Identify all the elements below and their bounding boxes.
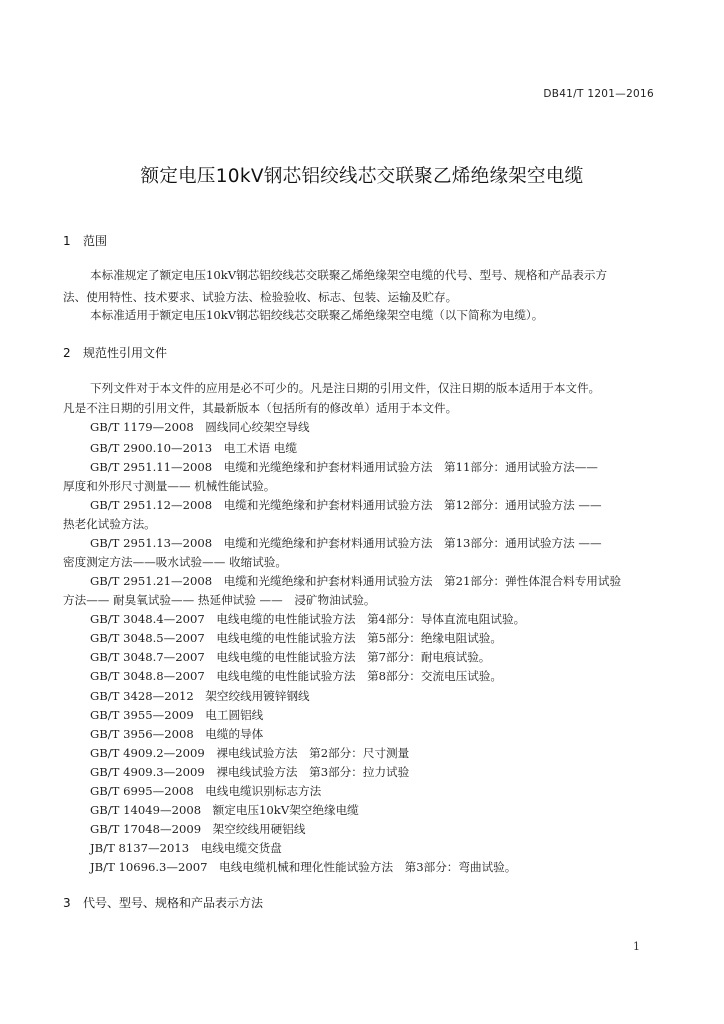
reference-line-continuation: 厚度和外形尺寸测量—— 机械性能试验。 [63,479,276,493]
reference-line: GB/T 2900.10—2013 电工术语 电缆 [90,441,297,455]
reference-line: GB/T 3955—2009 电工圆铝线 [90,708,264,722]
reference-line: GB/T 2951.21—2008 电缆和光缆绝缘和护套材料通用试验方法 第21部分：弹性体混合料专用试验 [90,574,622,588]
reference-line-continuation: 密度测定方法——吸水试验—— 收缩试验。 [63,555,287,569]
reference-line: GB/T 3956—2008 电缆的导体 [90,727,264,741]
reference-line-continuation: 方法—— 耐臭氧试验—— 热延伸试验 —— 浸矿物油试验。 [63,593,376,607]
section-1-heading [63,232,107,249]
reference-line: GB/T 1179—2008 圆线同心绞架空导线 [90,420,310,434]
references-intro-line-2: 凡是不注日期的引用文件，其最新版本（包括所有的修改单）适用于本文件。 [63,401,458,415]
references-intro-line-1: 下列文件对于本文件的应用是必不可少的。凡是注日期的引用文件，仅注日期的版本适用于本文件。 [90,381,601,395]
scope-paragraph-1-line-2: 法、使用特性、技术要求、试验方法、检验验收、标志、包装、运输及贮存。 [63,290,458,304]
section-number: 2 [63,346,71,360]
reference-line: GB/T 3048.5—2007 电线电缆的电性能试验方法 第5部分：绝缘电阻试验。 [90,631,502,645]
reference-line: GB/T 3428—2012 架空绞线用镀锌钢线 [90,689,310,703]
page-number: 1 [633,940,640,953]
section-title: 范围 [83,234,108,248]
standard-code: DB41/T 1201—2016 [543,88,654,100]
section-2-heading [63,344,167,361]
reference-line: GB/T 3048.7—2007 电线电缆的电性能试验方法 第7部分：耐电痕试验。 [90,650,491,664]
reference-line: JB/T 8137—2013 电线电缆交货盘 [90,841,282,855]
reference-line: GB/T 4909.3—2009 裸电线试验方法 第3部分：拉力试验 [90,765,410,779]
scope-paragraph-1-line-1: 本标准规定了额定电压10kV钢芯铝绞线芯交联聚乙烯绝缘架空电缆的代号、型号、规格和产品表示方 [90,268,608,282]
document-title: 额定电压10kV钢芯铝绞线芯交联聚乙烯绝缘架空电缆 [140,166,584,187]
reference-line-continuation: 热老化试验方法。 [63,517,156,531]
reference-line: GB/T 6995—2008 电线电缆识别标志方法 [90,784,322,798]
section-3-heading [63,894,263,911]
section-number: 3 [63,896,71,910]
reference-line: GB/T 2951.13—2008 电缆和光缆绝缘和护套材料通用试验方法 第13部分：通用试验方法 —— [90,536,602,550]
scope-paragraph-2: 本标准适用于额定电压10kV钢芯铝绞线芯交联聚乙烯绝缘架空电缆（以下简称为电缆）。 [90,308,544,322]
reference-line: JB/T 10696.3—2007 电线电缆机械和理化性能试验方法 第3部分：弯曲试验。 [90,860,517,874]
section-number: 1 [63,234,71,248]
section-title: 代号、型号、规格和产品表示方法 [83,896,264,910]
reference-line: GB/T 2951.11—2008 电缆和光缆绝缘和护套材料通用试验方法 第11部分：通用试验方法—— [90,460,598,474]
reference-line: GB/T 4909.2—2009 裸电线试验方法 第2部分：尺寸测量 [90,746,410,760]
reference-line: GB/T 2951.12—2008 电缆和光缆绝缘和护套材料通用试验方法 第12部分：通用试验方法 —— [90,498,602,512]
reference-line: GB/T 17048—2009 架空绞线用硬铝线 [90,822,306,836]
reference-line: GB/T 3048.4—2007 电线电缆的电性能试验方法 第4部分：导体直流电阻试验。 [90,612,526,626]
reference-line: GB/T 3048.8—2007 电线电缆的电性能试验方法 第8部分：交流电压试验。 [90,669,502,683]
reference-line: GB/T 14049—2008 额定电压10kV架空绝缘电缆 [90,803,359,817]
section-title: 规范性引用文件 [83,346,168,360]
